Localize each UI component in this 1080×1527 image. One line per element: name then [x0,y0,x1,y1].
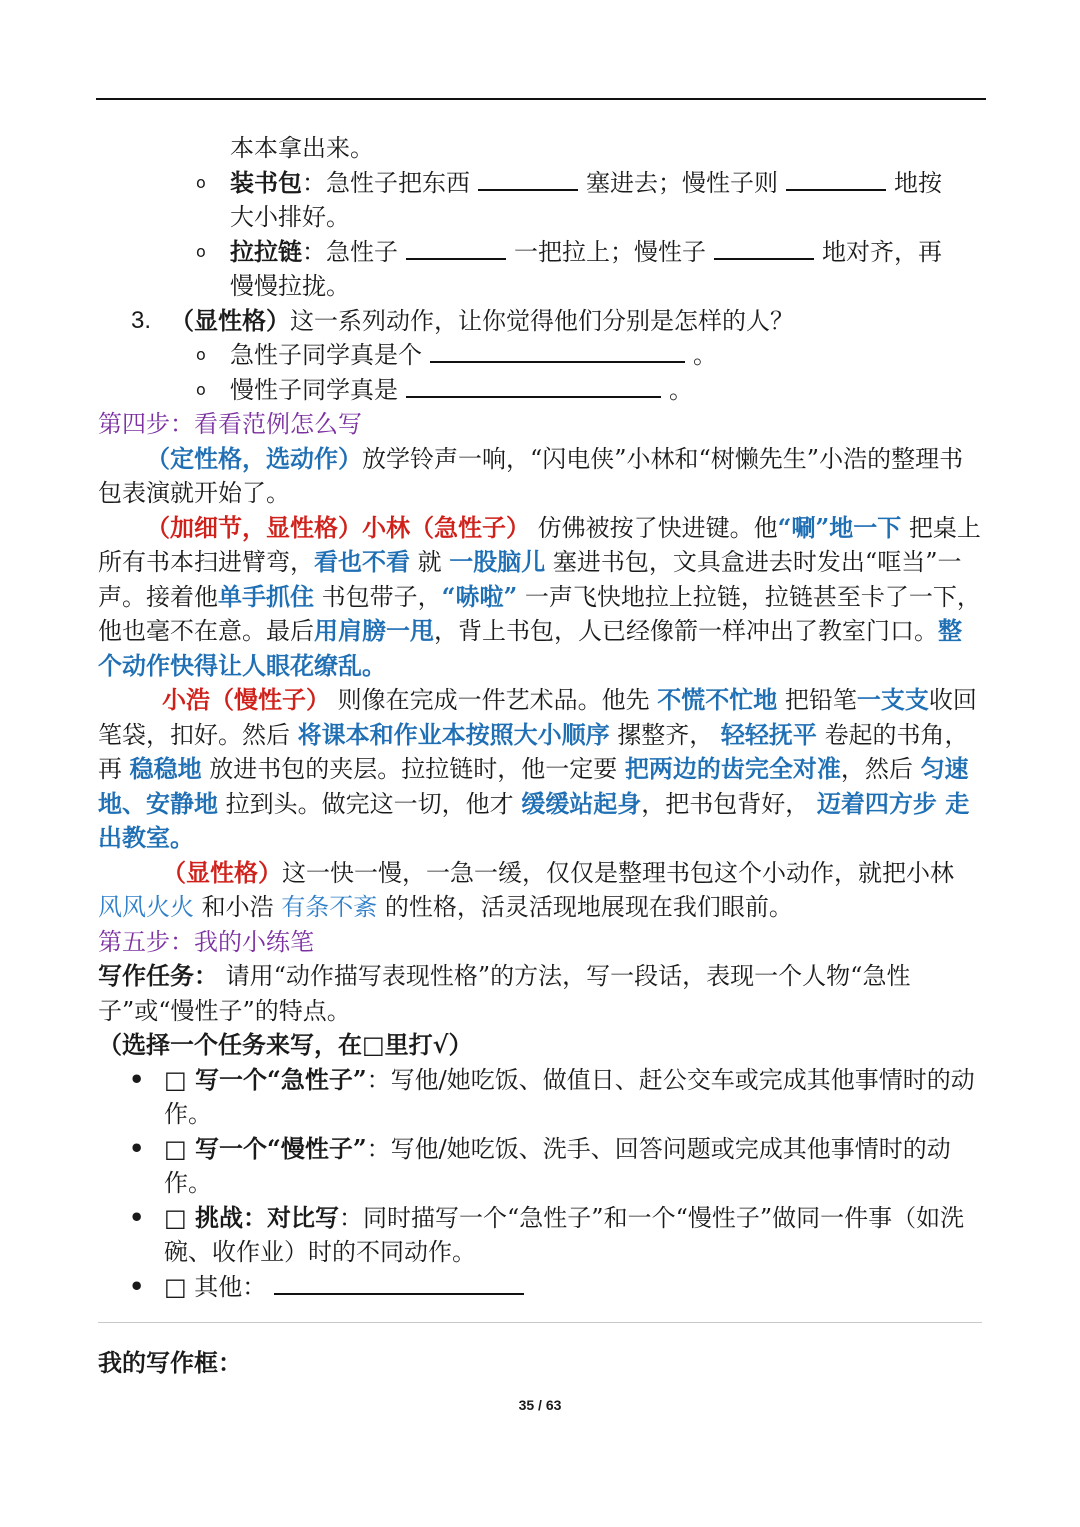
option-fast[interactable]: • □ 写一个“急性子”：写他/她吃饭、做值日、赶公交车或完成其他事情时的动作。 [129,1064,975,1128]
example-para-4: （显性格）这一快一慢，一急一缓，仅仅是整理书包这个小动作，就把小林 风风火火 和小浩 有条不紊 的性格，活灵活现地展现在我们眼前。 [98,857,954,921]
writing-box-label: 我的写作框： [98,1348,242,1377]
continued-line: 本本拿出来。 [230,134,374,162]
page-number: 35 / 63 [518,1397,562,1413]
answer-fast: o 急性子同学真是个 。 [98,338,982,373]
fill-blank[interactable] [406,374,661,398]
option-challenge[interactable]: • □ 挑战：对比写：同时描写一个“急性子”和一个“慢性子”做同一件事（如洗碗、收作业）时的不同动作。 [129,1202,965,1266]
step5-heading: 第五步：我的小练笔 [98,927,314,956]
step4-heading: 第四步：看看范例怎么写 [98,410,362,438]
example-para-1: （定性格，选动作）放学铃声一响，“闪电侠”小林和“树懒先生”小浩的整理书包表演就开始了。 [98,443,964,507]
fill-blank[interactable] [406,236,506,260]
circle-bullet-icon: o [196,379,206,399]
bullet-icon: • [129,1271,145,1301]
header-rule [96,98,986,100]
bullet-icon: • [129,1064,145,1094]
page-content [98,131,982,1304]
example-para-2: （加细节，显性格）小林（急性子） 仿佛被按了快进键。他“唰”地一下 把桌上所有书本扫进臂弯，看也不看 就 一股脑儿 塞进书包，文具盒进去时发出“哐当”一声。接着他单手抓住 书包带子，“哧啦” 一声飞快地拉上拉链，拉链甚至卡了一下，他也毫不在意。最后用肩膀一甩，背上书包，人已经像箭一样冲出了教室门口。整个动作快得让人眼花缭乱。 [98,512,981,680]
fill-blank[interactable] [274,1271,524,1295]
answer-slow: o 慢性子同学真是 。 [98,373,982,408]
circle-bullet-icon: o [196,241,206,261]
bullet-icon: • [129,1133,145,1163]
question-3: 3. （显性格）这一系列动作，让你觉得他们分别是怎样的人？ [131,305,794,335]
option-other[interactable]: • □ 其他： [98,1270,982,1305]
choose-instruction: （选择一个任务来写，在□里打√） [98,1030,473,1059]
fill-blank[interactable] [714,236,814,260]
bullet-icon: • [129,1202,145,1232]
option-slow[interactable]: • □ 写一个“慢性子”：写他/她吃饭、洗手、回答问题或完成其他事情时的动作。 [129,1133,951,1197]
pack-item: o 装书包：急性子把东西 塞进去；慢性子则 地按 大小排好。 [196,167,942,231]
fill-blank[interactable] [478,167,578,191]
circle-bullet-icon: o [196,172,206,192]
fill-blank[interactable] [430,339,685,363]
circle-bullet-icon: o [196,345,206,364]
fill-blank[interactable] [786,167,886,191]
example-para-3: 小浩（慢性子） 则像在完成一件艺术品。他先 不慌不忙地 把铅笔一支支收回笔袋，扣好。然后 将课本和作业本按照大小顺序 摞整齐， 轻轻抚平 卷起的书角，再 稳稳地 放进书包的夹层。拉拉链时，他一定要 把两边的齿完全对准，然后 匀速地、安静地 拉到头。做完这一切，他才 缓缓站起身，把书包背好， 迈着四方步 走出教室。 [98,685,977,852]
zip-item: o 拉拉链：急性子 一把拉上；慢性子 地对齐，再 慢慢拉拢。 [196,236,942,300]
section-divider [98,1322,982,1323]
writing-task: 写作任务： 请用“动作描写表现性格”的方法，写一段话，表现一个人物“急性子”或“慢性子”的特点。 [98,961,911,1025]
